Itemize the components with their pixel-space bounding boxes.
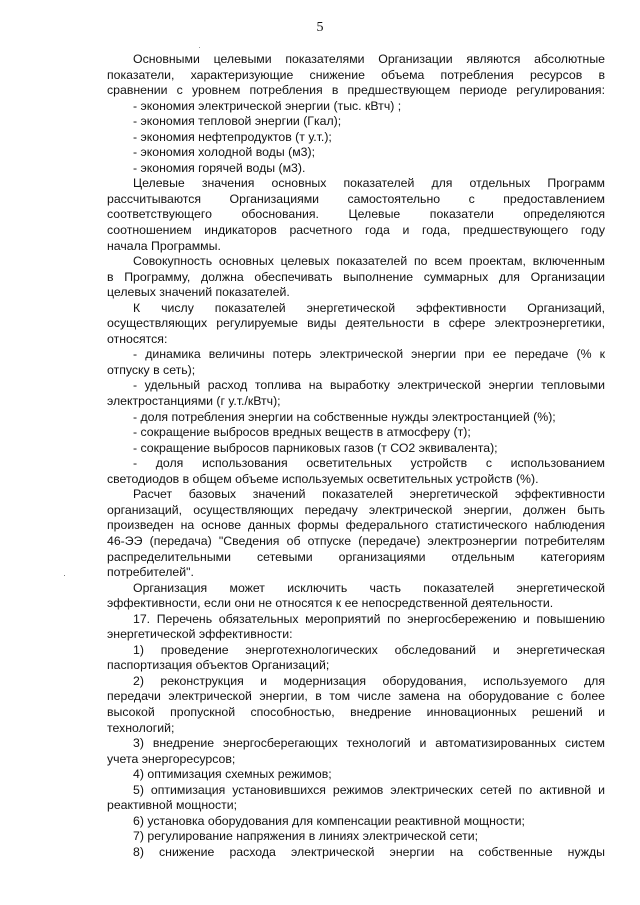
text-line: 1) проведение энерготехнологических обследований и энергетическая — [133, 642, 605, 657]
page-number: 5 — [316, 20, 324, 35]
text-line: - экономия нефтепродуктов (т у.т.); — [133, 129, 332, 144]
text-line: - динамика величины потерь электрической энергии при ее передаче (% к — [133, 347, 605, 362]
text-line: учета энергоресурсов; — [107, 751, 236, 766]
text-line: 5) оптимизация установившихся режимов электрических сетей по активной и — [133, 782, 605, 797]
text-line: соответствующего обоснования. Целевые показатели определяются — [107, 207, 605, 222]
text-line: в Программу, должна обеспечивать выполнение суммарных для Организации — [107, 269, 605, 284]
text-line: технологий; — [107, 720, 175, 735]
text-line: - экономия тепловой энергии (Гкал); — [133, 114, 342, 129]
scan-speck — [199, 47, 200, 48]
text-line: эффективности, если они не относятся к ее непосредственной деятельности. — [107, 596, 554, 611]
text-line: паспортизация объектов Организаций; — [107, 658, 330, 673]
text-line: - сокращение выбросов вредных веществ в атмосферу (т); — [133, 425, 471, 440]
text-line: 17. Перечень обязательных мероприятий по энергосбережению и повышению — [133, 611, 605, 626]
text-line: соотношением индикаторов расчетного года и года, предшествующего году — [107, 223, 605, 238]
text-line: светодиодов в общем объеме используемых осветительных устройств (%). — [107, 471, 539, 486]
text-line: осуществляющих регулируемые виды деятельности в сфере электроэнергетики, — [107, 316, 605, 331]
text-line: 8) снижение расхода электрической энергии на собственные нужды — [133, 844, 605, 859]
text-line: потребителей". — [107, 565, 194, 580]
text-line: передачи электрической энергии, в том числе замена на оборудование с более — [107, 689, 605, 704]
text-line: К числу показателей энергетической эффективности Организаций, — [133, 300, 605, 315]
text-line: рассчитываются Организациями самостоятельно с предоставлением — [107, 191, 605, 206]
text-line: целевых значений показателей. — [107, 285, 290, 300]
text-line: - удельный расход топлива на выработку электрической энергии тепловыми — [133, 378, 605, 393]
document-body — [107, 52, 607, 860]
text-line: сравнении с уровнем потребления в предшествующем периоде регулирования: — [107, 83, 605, 98]
text-line: Целевые значения основных показателей для отдельных Программ — [133, 176, 605, 191]
scan-speck — [64, 575, 65, 576]
text-line: Организация может исключить часть показателей энергетической — [133, 580, 605, 595]
text-line: электростанциями (г у.т./кВтч); — [107, 394, 281, 409]
text-line: 3) внедрение энергосберегающих технологий и автоматизированных систем — [133, 736, 605, 751]
text-line: - экономия электрической энергии (тыс. кВтч) ; — [133, 98, 402, 113]
text-line: - экономия холодной воды (м3); — [133, 145, 316, 160]
text-line: Основными целевыми показателями Организации являются абсолютные — [133, 52, 605, 66]
text-line: 7) регулирование напряжения в линиях электрической сети; — [133, 829, 478, 844]
text-line: произведен на основе данных формы федерального статистического наблюдения — [107, 518, 605, 533]
text-line: отпуску в сеть); — [107, 362, 196, 377]
text-line: высокой пропускной способностью, внедрение инновационных решений и — [107, 704, 605, 719]
text-line: распределительными сетевыми организациями отдельным категориям — [107, 549, 605, 564]
text-line: - доля потребления энергии на собственные нужды электростанцией (%); — [133, 409, 556, 424]
text-line: начала Программы. — [107, 238, 221, 253]
text-line: 4) оптимизация схемных режимов; — [133, 767, 332, 782]
text-line: - доля использования осветительных устройств с использованием — [133, 456, 605, 471]
text-line: показатели, характеризующие снижение объема потребления ресурсов в — [107, 67, 605, 82]
text-line: 46-ЭЭ (передача) "Сведения об отпуске (передаче) электроэнергии потребителям — [107, 533, 605, 548]
text-line: реактивной мощности; — [107, 798, 238, 813]
text-line: относятся: — [107, 331, 168, 346]
text-line: организаций, осуществляющих передачу электрической энергии, должен быть — [107, 502, 605, 517]
text-line: - сокращение выбросов парниковых газов (т СО2 эквивалента); — [133, 440, 498, 455]
text-line: Расчет базовых значений показателей энергетической эффективности — [133, 487, 605, 502]
text-line: энергетической эффективности: — [107, 627, 293, 642]
text-line: Совокупность основных целевых показателей по всем проектам, включенным — [133, 254, 605, 269]
text-line: 2) реконструкция и модернизация оборудования, используемого для — [133, 673, 605, 688]
text-line: - экономия горячей воды (м3). — [133, 160, 306, 175]
text-line: 6) установка оборудования для компенсации реактивной мощности; — [133, 813, 525, 828]
